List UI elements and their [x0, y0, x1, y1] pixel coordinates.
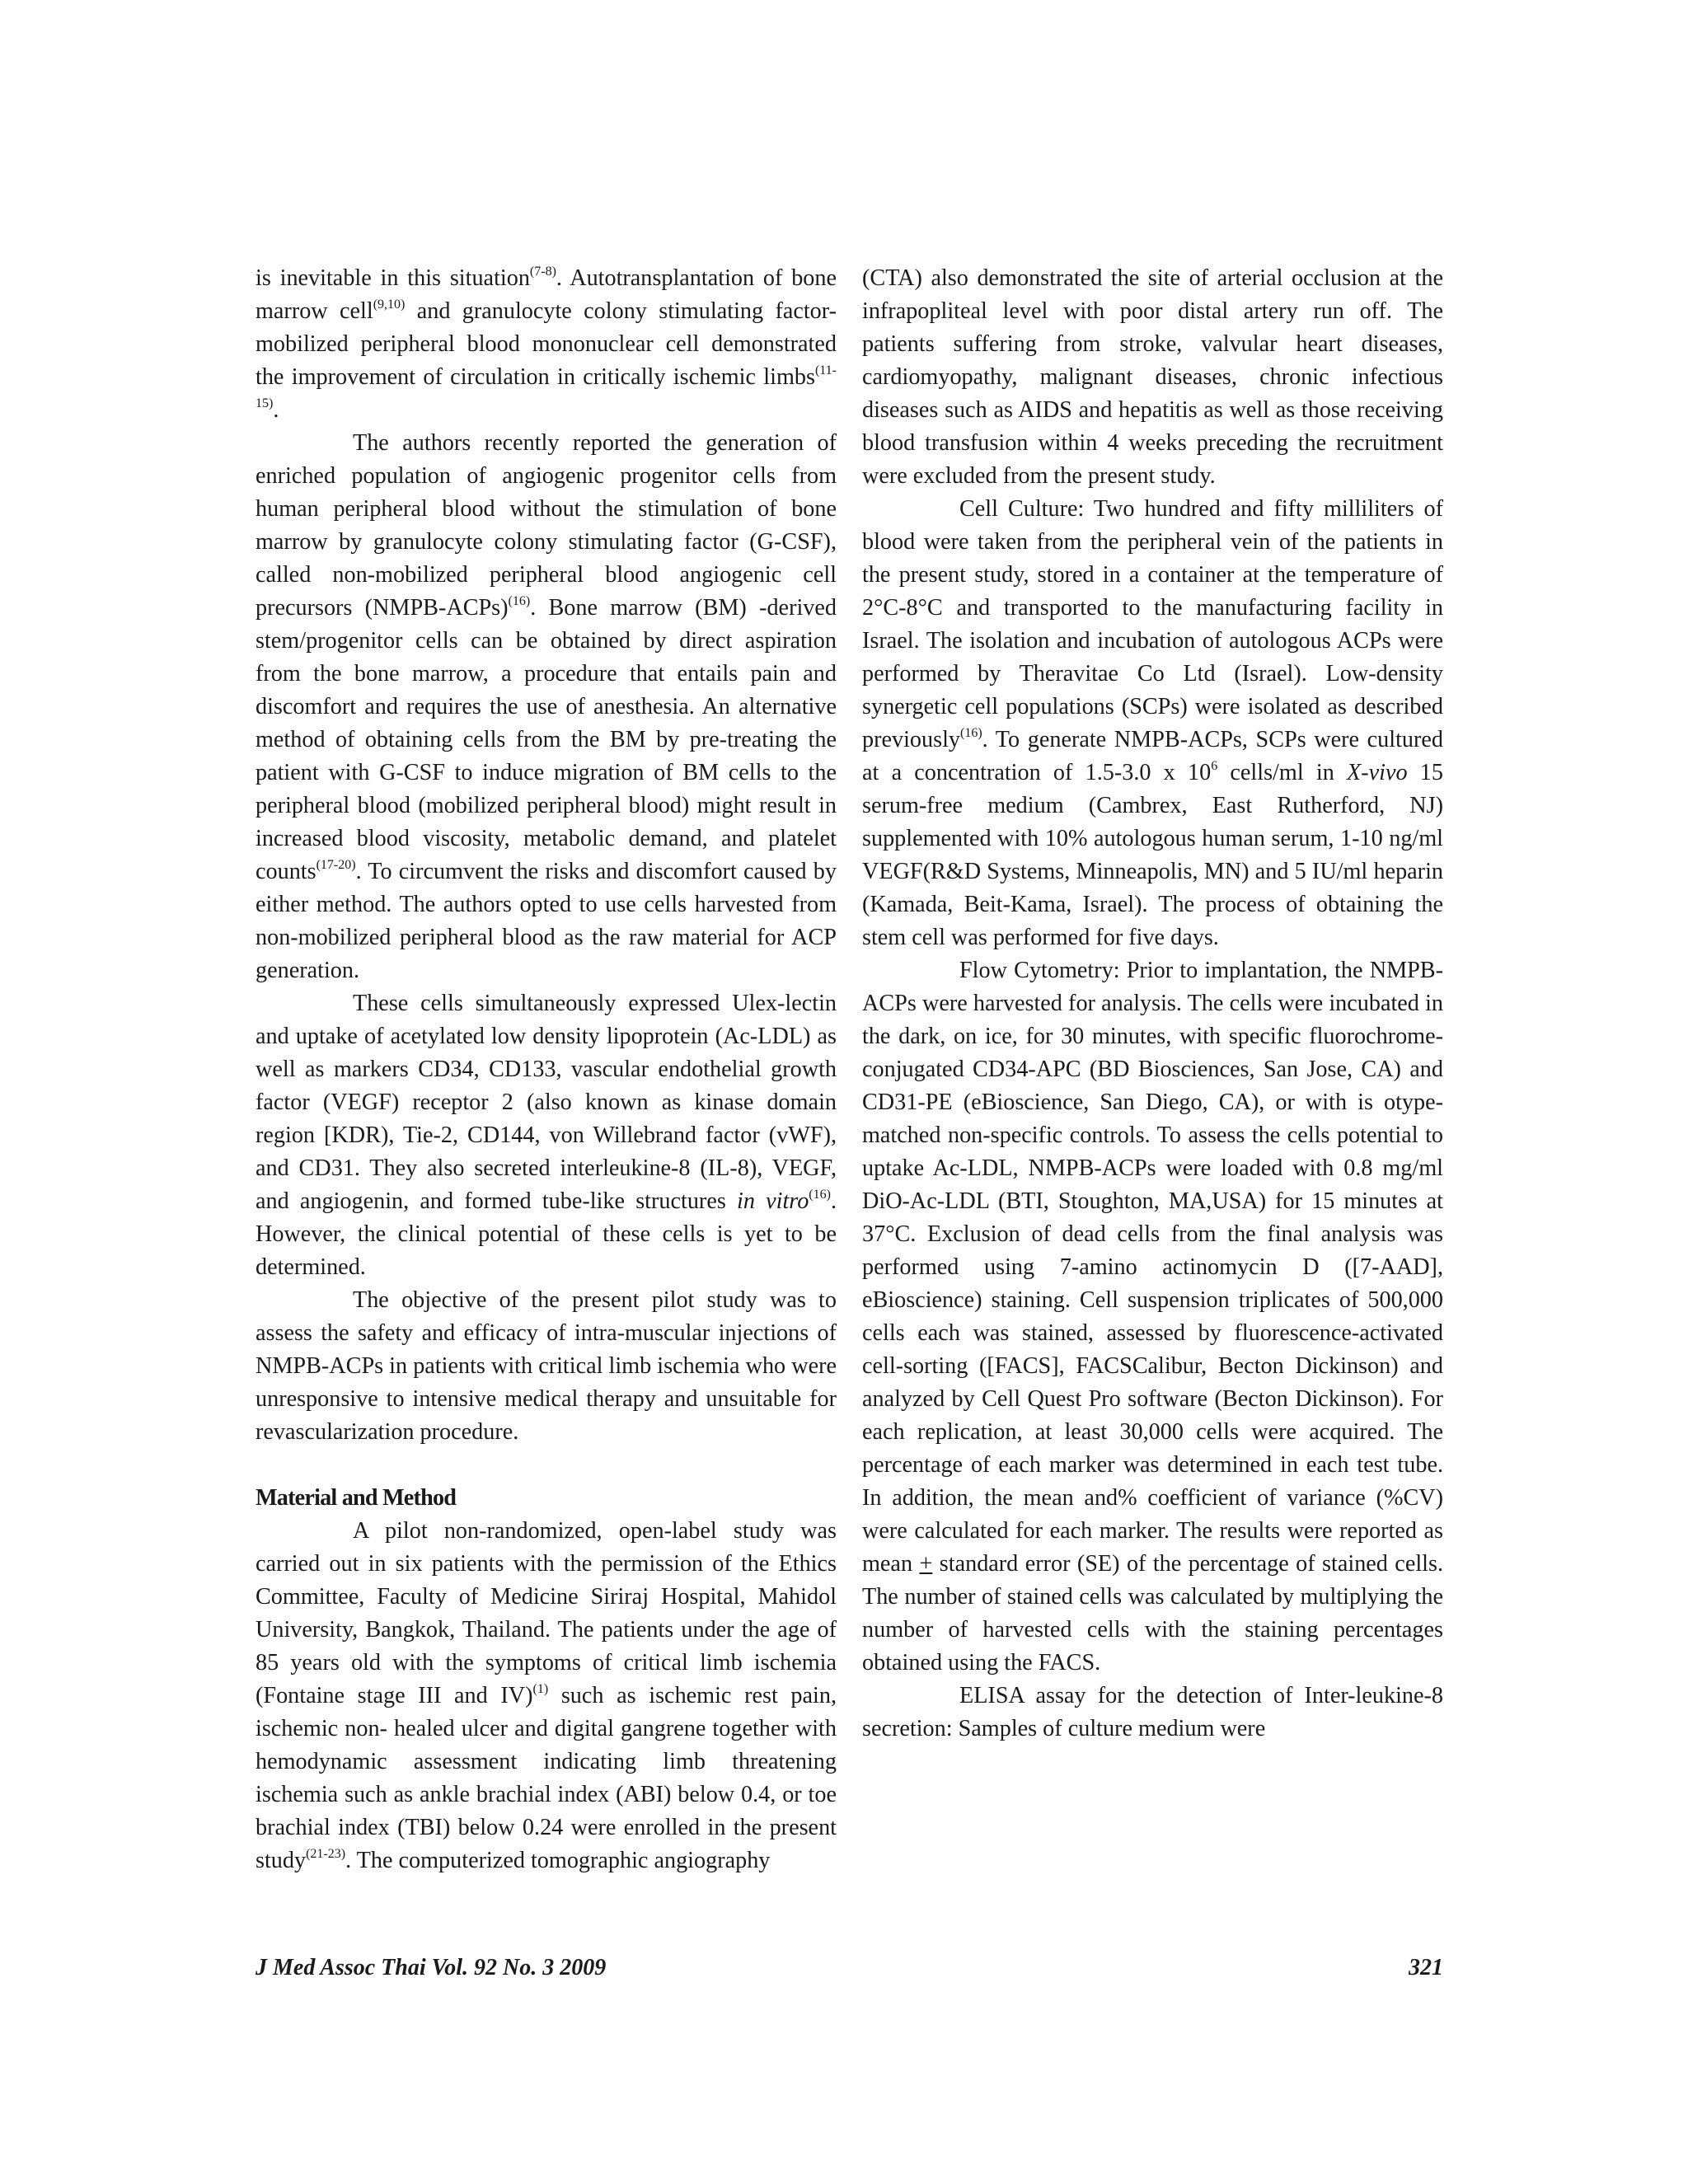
left-paragraph-4: The objective of the present pilot study was to assess the safety and efficacy of intra-muscular injections of NMPB-ACPs in patients with critical limb ischemia who were unresponsive to intensive medical therapy and unsuitable for revascularization procedure. — [256, 1287, 837, 1445]
right-paragraph-flow-cytometry: Flow Cytometry: Prior to implantation, the NMPB-ACPs were harvested for analysis. The cells were incubated in the dark, on ice, for 30 minutes, with specific fluorochrome-conjugated CD34-APC (BD Biosciences, San Jose, CA) and CD31-PE (eBioscience, San Diego, CA), or with is otype-matched non-specific controls. To assess the cells potential to uptake Ac-LDL, NMPB-ACPs were loaded with 0.8 mg/ml DiO-Ac-LDL (BTI, Stoughton, MA,USA) for 15 minutes at 37°C. Exclusion of dead cells from the final analysis was performed using 7-amino actinomycin D ([7-AAD], eBioscience) staining. Cell suspension triplicates of 500,000 cells each was stained, assessed by fluorescence-activated cell-sorting ([FACS], FACSCalibur, Becton Dickinson) and analyzed by Cell Quest Pro software (Becton Dickinson). For each replication, at least 30,000 cells were acquired. The percentage of each marker was determined in each test tube. In addition, the mean and% coefficient of variance (%CV) were calculated for each marker. The results were reported as mean + standard error (SE) of the percentage of stained cells. The number of stained cells was calculated by multiplying the number of harvested cells with the staining percentages obtained using the FACS. — [862, 958, 1444, 1675]
right-column — [862, 262, 1443, 1746]
section-heading-material-and-method: Material and Method — [256, 1485, 457, 1511]
left-paragraph-2: The authors recently reported the generation of enriched population of angiogenic progenitor cells from human peripheral blood without the stimulation of bone marrow by granulocyte colony stimulating factor (G-CSF), called non-mobilized peripheral blood angiogenic cell precursors (NMPB-ACPs)$^{(16)}$. Bone marrow (BM) -derived stem/progenitor cells can be obtained by direct aspiration from the bone marrow, a procedure that entails pain and discomfort and requires the use of anesthesia. An alternative method of obtaining cells from the BM by pre-treating the patient with G-CSF to induce migration of BM cells to the peripheral blood (mobilized peripheral blood) might result in increased blood viscosity, metabolic demand, and platelet counts$^{(17-20)}$. To circumvent the risks and discomfort caused by either method. The authors opted to use cells harvested from non-mobilized peripheral blood as the raw material for ACP generation. — [256, 430, 837, 983]
journal-citation: J Med Assoc Thai Vol. 92 No. 3 2009 — [256, 1955, 607, 1980]
page-footer — [256, 1955, 1443, 1981]
left-paragraph-5: A pilot non-randomized, open-label study was carried out in six patients with the permission of the Ethics Committee, Faculty of Medicine Siriraj Hospital, Mahidol University, Bangkok, Thailand. The patients under the age of 85 years old with the symptoms of critical limb ischemia (Fontaine stage III and IV)$^{(1)}$ such as ischemic rest pain, ischemic non- healed ulcer and digital gangrene together with hemodynamic assessment indicating limb threatening ischemia such as ankle brachial index (ABI) below 0.4, or toe brachial index (TBI) below 0.24 were enrolled in the present study$^{(21-23)}$. The computerized tomographic angiography — [256, 1518, 837, 1873]
left-column — [256, 262, 837, 1877]
left-paragraph-1: is inevitable in this situation$^{(7-8)}$. Autotransplantation of bone marrow cell$^{(9,10)}$ and granulocyte colony stimulating factor-mobilized peripheral blood mononuclear cell demonstrated the improvement of circulation in critically ischemic limbs$^{(11-15)}$. — [256, 265, 837, 423]
right-paragraph-1: (CTA) also demonstrated the site of arterial occlusion at the infrapopliteal level with poor distal artery run off. The patients suffering from stroke, valvular heart diseases, cardiomyopathy, malignant diseases, chronic infectious diseases such as AIDS and hepatitis as well as those receiving blood transfusion within 4 weeks preceding the recruitment were excluded from the present study. — [862, 265, 1443, 489]
right-paragraph-elisa: ELISA assay for the detection of Inter-leukine-8 secretion: Samples of culture medium were — [862, 1683, 1443, 1741]
page-number: 321 — [1409, 1955, 1443, 1980]
left-paragraph-3: These cells simultaneously expressed Ulex-lectin and uptake of acetylated low density lipoprotein (Ac-LDL) as well as markers CD34, CD133, vascular endothelial growth factor (VEGF) receptor 2 (also known as kinase domain region [KDR), Tie-2, CD144, von Willebrand factor (vWF), and CD31. They also secreted interleukine-8 (IL-8), VEGF, and angiogenin, and formed tube-like structures in vitro$^{(16)}$. However, the clinical potential of these cells is yet to be determined. — [256, 991, 837, 1280]
right-paragraph-cell-culture: Cell Culture: Two hundred and fifty milliliters of blood were taken from the peripheral vein of the patients in the present study, stored in a container at the temperature of 2°C-8°C and transported to the manufacturing facility in Israel. The isolation and incubation of autologous ACPs were performed by Theravitae Co Ltd (Israel). Low-density synergetic cell populations (SCPs) were isolated as described previously$^{(16)}$. To generate NMPB-ACPs, SCPs were cultured at a concentration of 1.5-3.0 x $10^6$ cells/ml in X-vivo 15 serum-free medium (Cambrex, East Rutherford, NJ) supplemented with 10% autologous human serum, 1-10 ng/ml VEGF(R&D Systems, Minneapolis, MN) and 5 IU/ml heparin (Kamada, Beit-Kama, Israel). The process of obtaining the stem cell was performed for five days. — [862, 496, 1443, 950]
